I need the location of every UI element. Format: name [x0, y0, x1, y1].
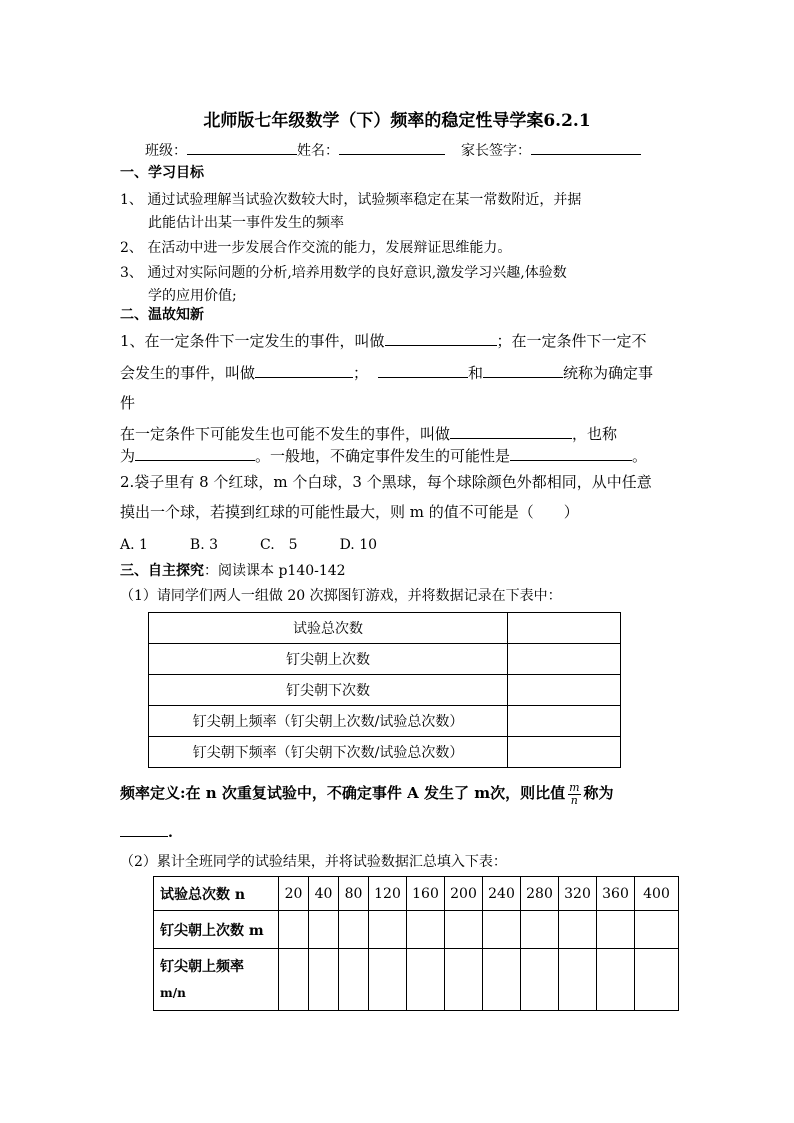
name-label: 姓名： — [297, 143, 339, 159]
review-q2-line-a: 2.袋子里有 8 个红球，m 个白球，3 个黑球，每个球除颜色外都相同，从中任意 — [120, 473, 652, 491]
review-q1-line-d: 在一定条件下可能发生也可能不发生的事件，叫做 ，也称 — [120, 425, 618, 443]
activity-1-instruction: （1）请同学们两人一组做 20 次掷图钉游戏，并将数据记录在下表中： — [120, 588, 562, 604]
count-cell: 280 — [521, 877, 559, 911]
table1-row-label: 钉尖朝上频率（钉尖朝上次数/试验总次数） — [149, 706, 508, 737]
input-cell[interactable] — [407, 949, 445, 1011]
table1-row-label: 钉尖朝下频率（钉尖朝下次数/试验总次数） — [149, 737, 508, 768]
review-q1-line-a: 1、在一定条件下一定发生的事件，叫做 ；在一定条件下一定不 — [120, 332, 647, 350]
count-cell: 160 — [407, 877, 445, 911]
name-blank — [339, 140, 445, 155]
input-cell[interactable] — [559, 911, 597, 949]
blank-certain-b — [483, 363, 563, 378]
blank-impossible-event — [255, 363, 353, 378]
input-cell[interactable] — [339, 949, 369, 1011]
table1-row-label: 钉尖朝下次数 — [149, 675, 508, 706]
input-cell[interactable] — [279, 949, 309, 1011]
blank-certain-a — [378, 363, 468, 378]
input-cell[interactable] — [521, 911, 559, 949]
parent-signature-label: 家长签字： — [461, 143, 531, 159]
input-cell[interactable] — [635, 949, 679, 1011]
input-cell[interactable] — [309, 949, 339, 1011]
input-cell[interactable] — [483, 949, 521, 1011]
review-q1-line-b: 会发生的事件，叫做 ； 和 统称为确定事 — [120, 364, 654, 382]
review-q2-line-b: 摸出一个球，若摸到红球的可能性最大，则 m 的值不可能是（ ） — [120, 503, 579, 521]
goal-1-line-b: 此能估计出某一事件发生的频率 — [148, 215, 344, 231]
goal-1-line-a: 1、 通过试验理解当试验次数较大时，试验频率稳定在某一常数附近，并据 — [120, 192, 582, 208]
goal-3-line-b: 学的应用价值; — [148, 288, 237, 304]
activity-2-instruction: （2）累计全班同学的试验结果，并将试验数据汇总填入下表： — [120, 854, 507, 870]
input-cell[interactable] — [369, 949, 407, 1011]
table1-input-cell[interactable] — [508, 706, 621, 737]
definition-answer-line: . — [120, 822, 173, 842]
parent-signature-blank — [531, 140, 641, 155]
blank-random-event — [450, 424, 572, 439]
table1-row-label: 试验总次数 — [149, 613, 508, 644]
count-cell: 80 — [339, 877, 369, 911]
input-cell[interactable] — [279, 911, 309, 949]
definition-blank — [120, 822, 168, 837]
table1-input-cell[interactable] — [508, 737, 621, 768]
section-3-heading: 三、自主探究：阅读课本 p140-142 — [120, 563, 346, 579]
input-cell[interactable] — [483, 911, 521, 949]
blank-certain-event — [385, 331, 497, 346]
review-q2-options: A. 1 B. 3 C. 5 D. 10 — [120, 537, 378, 553]
count-cell: 40 — [309, 877, 339, 911]
input-cell[interactable] — [597, 911, 635, 949]
count-cell: 20 — [279, 877, 309, 911]
section-1-heading: 一、学习目标 — [120, 165, 204, 181]
table1-input-cell[interactable] — [508, 644, 621, 675]
table1-input-cell[interactable] — [508, 675, 621, 706]
results-row-label: 钉尖朝上频率 m/n — [154, 949, 279, 1011]
section-2-heading: 二、温故知新 — [120, 307, 204, 323]
fraction-m-over-n: $\frac{m}{n}$ — [569, 780, 580, 807]
input-cell[interactable] — [339, 911, 369, 949]
count-cell: 120 — [369, 877, 407, 911]
input-cell[interactable] — [521, 949, 559, 1011]
input-cell[interactable] — [407, 911, 445, 949]
input-cell[interactable] — [445, 911, 483, 949]
review-q1-line-e: 为 。一般地，不确定事件发生的可能性是 。 — [120, 447, 648, 465]
table1-input-cell[interactable] — [508, 613, 621, 644]
input-cell[interactable] — [309, 911, 339, 949]
input-cell[interactable] — [597, 949, 635, 1011]
results-row-label: 钉尖朝上次数 m — [154, 911, 279, 949]
frequency-definition: 频率定义:在 n 次重复试验中，不确定事件 A 发生了 m次，则比值 $\frac{m}{n}$ 称为 — [120, 780, 614, 807]
class-blank — [187, 140, 297, 155]
input-cell[interactable] — [445, 949, 483, 1011]
input-cell[interactable] — [369, 911, 407, 949]
class-results-table — [153, 876, 679, 1011]
student-info-row — [145, 140, 641, 160]
count-cell: 320 — [559, 877, 597, 911]
input-cell[interactable] — [635, 911, 679, 949]
goal-2: 2、 在活动中进一步发展合作交流的能力，发展辩证思维能力。 — [120, 240, 512, 256]
page-title: 北师版七年级数学（下）频率的稳定性导学案6.2.1 — [203, 111, 591, 131]
class-label: 班级： — [145, 143, 187, 159]
count-cell: 400 — [635, 877, 679, 911]
review-q1-line-c: 件 — [120, 394, 136, 412]
blank-random-alias — [135, 446, 255, 461]
table1-row-label: 钉尖朝上次数 — [149, 644, 508, 675]
count-cell: 360 — [597, 877, 635, 911]
goal-3-line-a: 3、 通过对实际问题的分析,培养用数学的良好意识,激发学习兴趣,体验数 — [120, 265, 567, 281]
blank-probability-range — [510, 446, 632, 461]
input-cell[interactable] — [559, 949, 597, 1011]
count-cell: 240 — [483, 877, 521, 911]
count-cell: 200 — [445, 877, 483, 911]
pin-toss-table — [148, 612, 621, 768]
results-row-label: 试验总次数 n — [154, 877, 279, 911]
